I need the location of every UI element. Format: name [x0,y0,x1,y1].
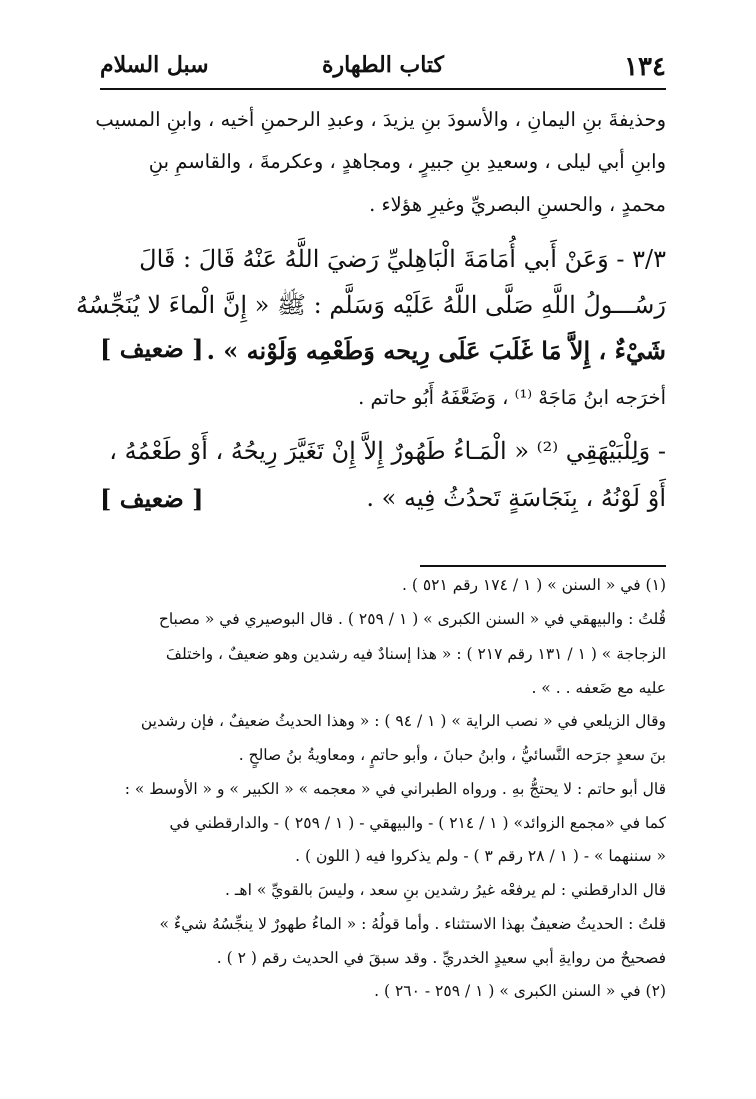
footnote-line: كما في «مجمع الزوائد» ( ١ / ٢١٤ ) - والبيهقي - ( ١ / ٢٥٩ ) - والدارقطني في [169,814,666,832]
footnote-line: فصحيحٌ من روايةِ أبي سعيدٍ الخدريِّ . وقد سبقَ في الحديث رقم ( ٢ ) . [216,949,666,967]
running-header [100,46,666,90]
hadith-line: أَوْ لَوْنُهُ ، بِنَجَاسَةٍ تَحدُثُ فِيه » . [366,484,666,512]
footnote-line: قُلتُ : والبيهقي في « السنن الكبرى » ( ١ / ٢٥٩ ) . قال البوصيري في « مصباح [158,610,666,628]
intro-line: وحذيفةَ بنِ اليمانِ ، والأسودَ بنِ يزيدَ ، وعبدِ الرحمنِ أخيه ، وابنِ المسيب [95,108,666,131]
series-title: سبل السلام [100,52,209,78]
footnote-line: بنَ سعدٍ جرَحه النَّسائيُّ ، وابنُ حبانَ ، وأبو حاتمٍ ، ومعاويةُ بنُ صالحٍ . [238,746,666,764]
hadith-line: - وَلِلْبَيْهَقِي ⁽²⁾ « الْمَـاءُ طَهُورٌ إِلاَّ إِنْ تَغَيَّرَ رِيحُهُ ، أَوْ طَعْمُهُ ، [109,437,666,465]
footnote-line: عليه مع ضَعفه . . » . [531,679,666,697]
footnote-line: « سننهما » - ( ١ / ٢٨ رقم ٣ ) - ولم يذكروا فيه ( اللون ) . [295,847,666,865]
hadith-line: ٣/٣ - وَعَنْ أَبي أُمَامَةَ الْبَاهِليِّ رَضيَ اللَّهُ عَنْهُ قَالَ : قَالَ [139,245,666,273]
footnote-line: قلتُ : الحديثُ ضعيفٌ بهذا الاستثناء . وأما قولُهُ : « الماءُ طهورٌ لا ينجِّسُهُ شيءٌ » [159,915,666,933]
hadith-text-bold: شَيْءٌ ، إِلاَّ مَا غَلَبَ عَلَى رِيحه وَطَعْمِه وَلَوْنه » . [206,336,666,365]
footnote-line: الزجاجة » ( ١ / ١٣١ رقم ٢١٧ ) : « هذا إسنادٌ فيه رشدين وهو ضعيفٌ ، واختلفَ [165,645,666,663]
book-title: كتاب الطهارة [321,52,445,78]
footnote-line: (٢) في « السنن الكبرى » ( ١ / ٢٥٩ - ٢٦٠ ) . [374,982,666,1000]
page-number: ١٣٤ [624,52,666,82]
footnote-separator [420,565,666,567]
footnote-line: قال الدارقطني : لم يرفعْه غيرُ رشدين بنِ سعد ، وليسَ بالقويِّ » اهـ . [225,881,666,899]
grade-badge: [ ضعيف ] [100,334,204,363]
takhrij-line: أخرَجه ابنُ مَاجَهْ ⁽¹⁾ ، وَضَعَّفَهُ أَبُو حاتم . [358,386,666,409]
footnote-line: قال أبو حاتم : لا يحتجُّ بهِ . ورواه الطبراني في « معجمه » « الكبير » و « الأوسط » : [124,780,666,798]
footnote-line: وقال الزيلعي في « نصب الراية » ( ١ / ٩٤ ) : « وهذا الحديثُ ضعيفٌ ، فإن رشدين [140,712,666,730]
footnote-line: (١) في « السنن » ( ١ / ١٧٤ رقم ٥٢١ ) . [402,576,666,594]
hadith-line: رَسُـــولُ اللَّهِ صَلَّى اللَّهُ عَلَيْه وَسَلَّم : ﷺ « إِنَّ الْماءَ لا يُنَجِّسُهُ [76,291,666,319]
intro-line: محمدٍ ، والحسنِ البصريِّ وغيرِ هؤلاء . [369,193,666,216]
grade-badge: [ ضعيف ] [100,484,204,513]
intro-line: وابنِ أبي ليلى ، وسعيدِ بنِ جبيرٍ ، ومجاهدٍ ، وعكرمةَ ، والقاسمِ بنِ [148,150,666,173]
